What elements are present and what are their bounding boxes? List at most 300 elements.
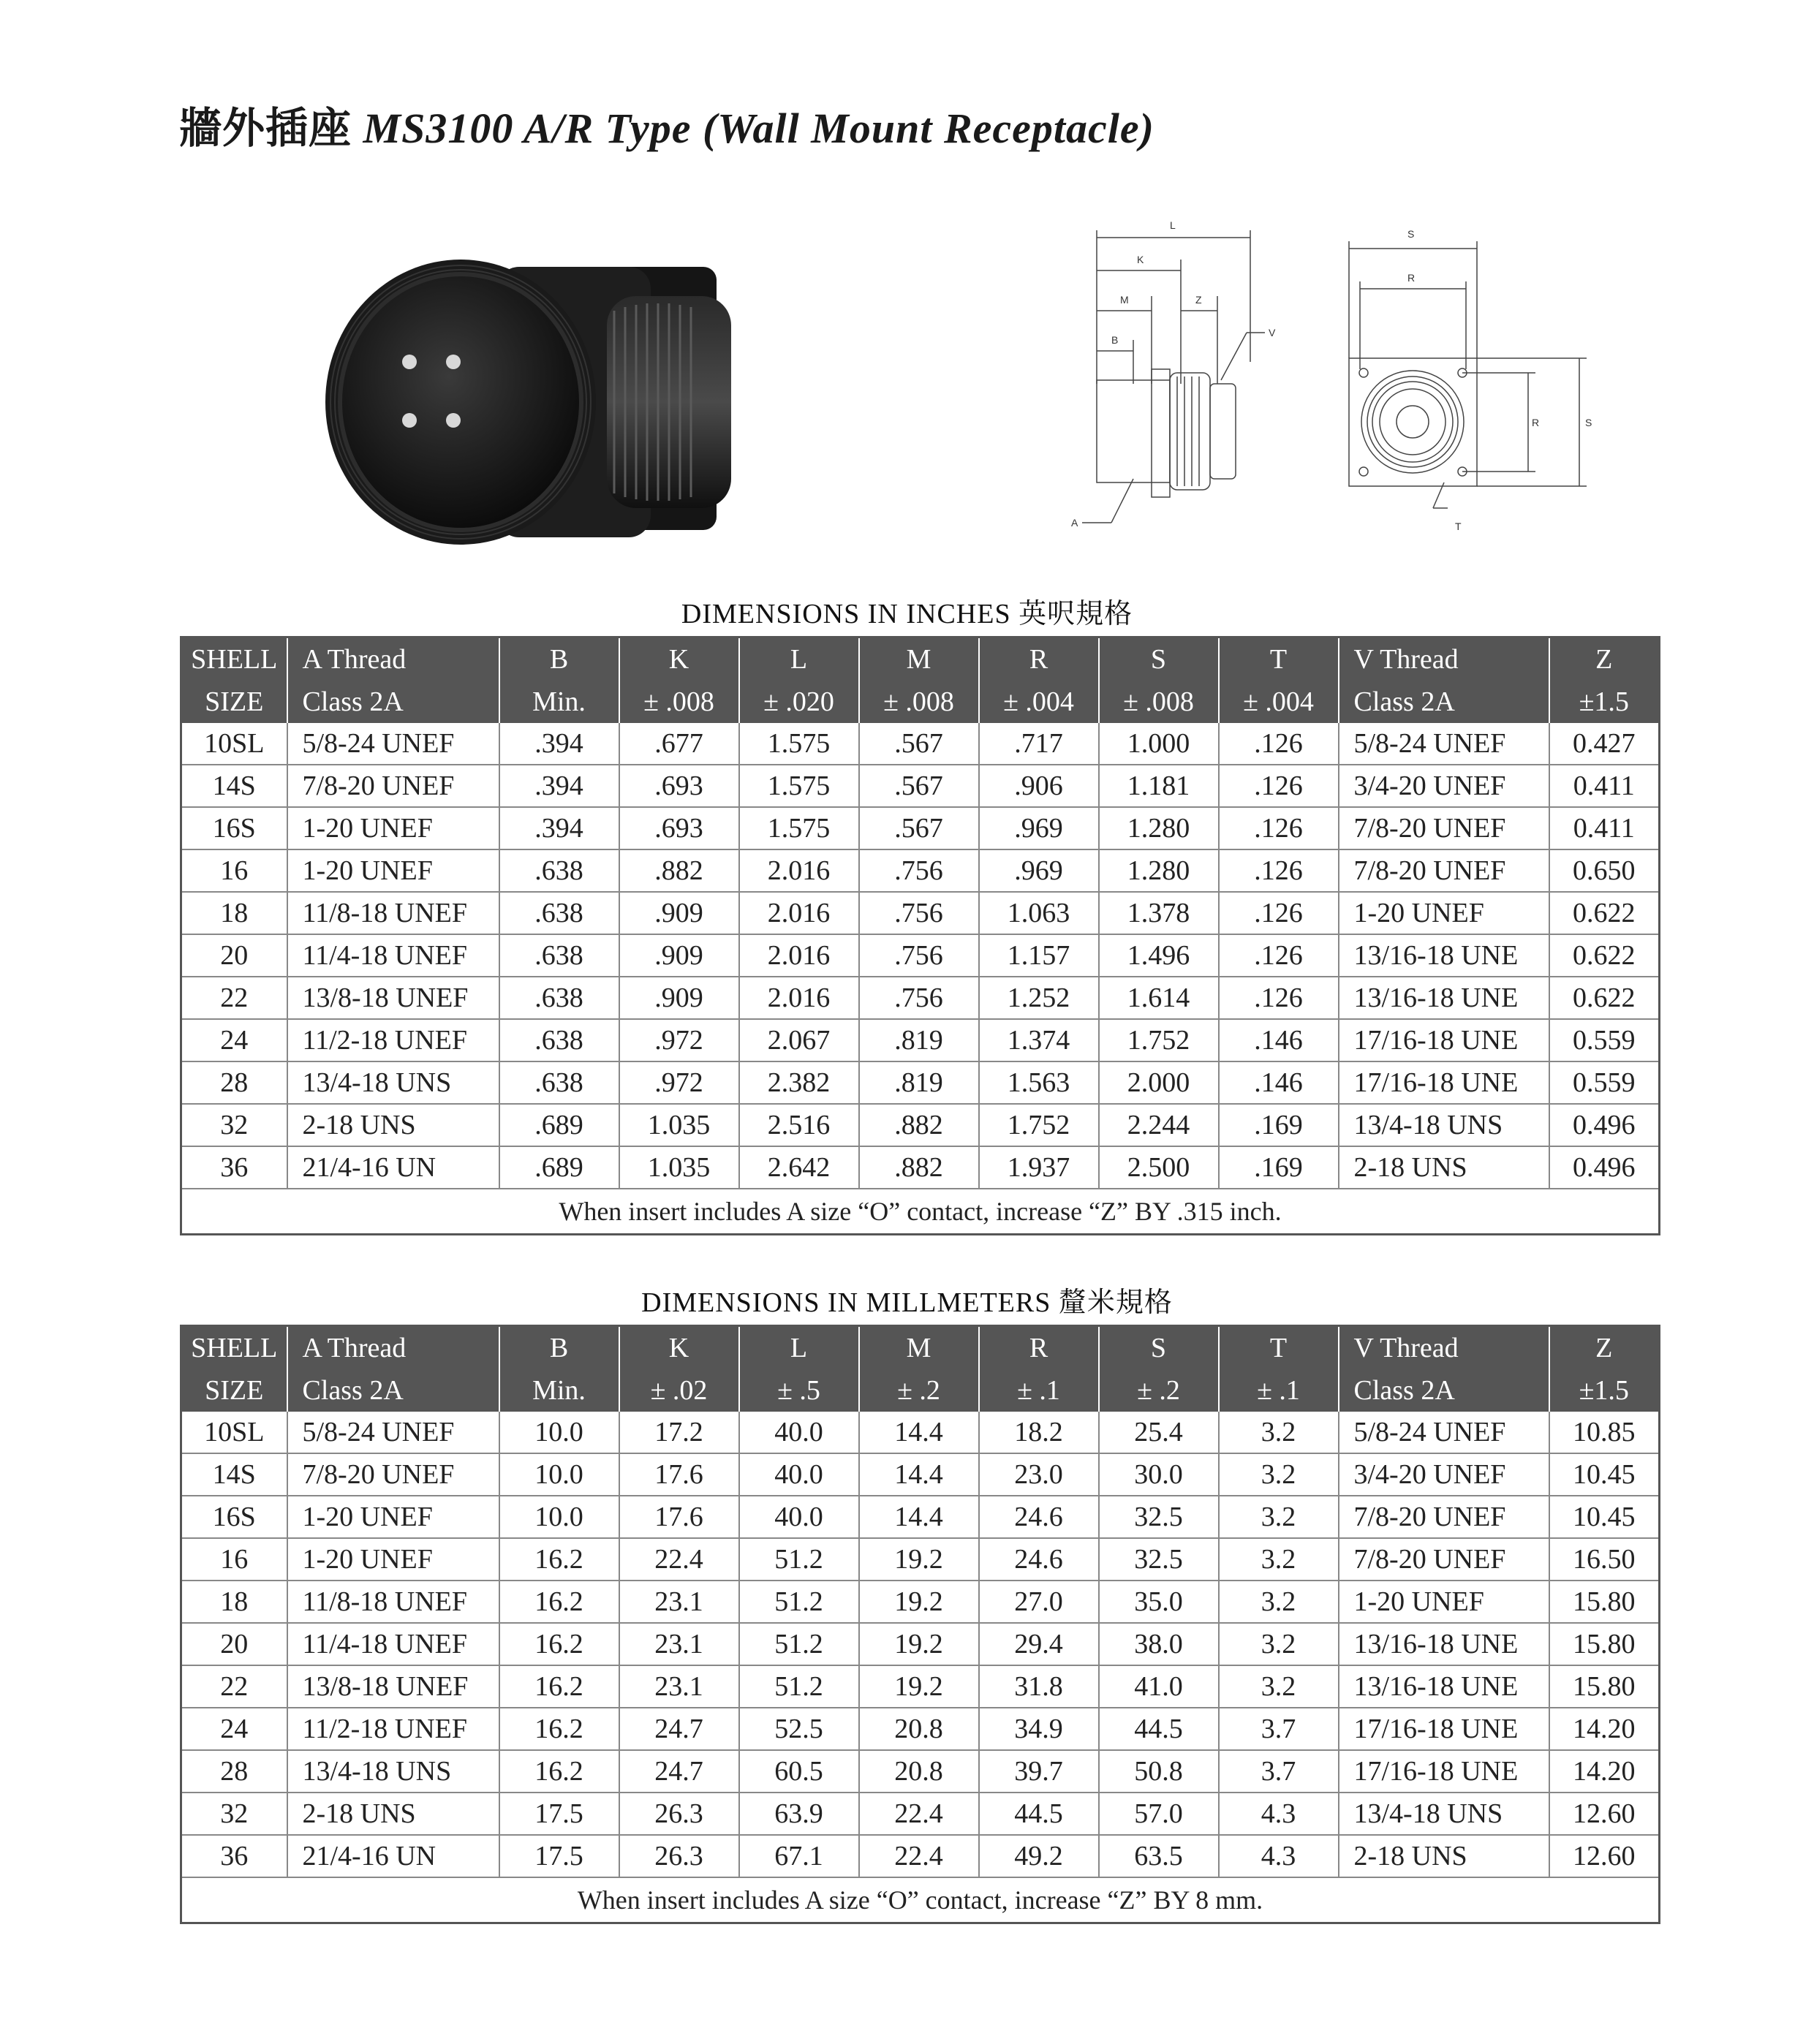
table-row	[181, 849, 1660, 892]
cell-shell-size: 28	[181, 1750, 287, 1793]
cell-s: 30.0	[1099, 1453, 1219, 1496]
cell-shell-size: 22	[181, 977, 287, 1019]
cell-r: 1.752	[979, 1104, 1099, 1146]
cell-b: 17.5	[499, 1835, 619, 1877]
col-header-v-thread: V Thread	[1339, 1326, 1549, 1370]
cell-shell-size: 14S	[181, 1453, 287, 1496]
cell-v-thread: 3/4-20 UNEF	[1339, 765, 1549, 807]
cell-b: 16.2	[499, 1581, 619, 1623]
cell-m: 14.4	[859, 1412, 979, 1453]
cell-a-thread: 7/8-20 UNEF	[287, 765, 499, 807]
col-subheader-r: ± .1	[979, 1369, 1099, 1412]
cell-a-thread: 11/8-18 UNEF	[287, 1581, 499, 1623]
table-row	[181, 1793, 1660, 1835]
table-row	[181, 934, 1660, 977]
cell-a-thread: 21/4-16 UN	[287, 1146, 499, 1189]
cell-r: 24.6	[979, 1496, 1099, 1538]
cell-l: 1.575	[739, 723, 859, 765]
cell-v-thread: 13/16-18 UNE	[1339, 934, 1549, 977]
cell-b: .638	[499, 934, 619, 977]
page-title	[179, 94, 1154, 155]
table-row	[181, 1104, 1660, 1146]
table-row	[181, 892, 1660, 934]
cell-a-thread: 13/4-18 UNS	[287, 1061, 499, 1104]
cell-z: 0.411	[1549, 807, 1660, 849]
cell-v-thread: 2-18 UNS	[1339, 1835, 1549, 1877]
cell-k: 26.3	[619, 1793, 739, 1835]
table-row	[181, 1538, 1660, 1581]
cell-a-thread: 11/2-18 UNEF	[287, 1019, 499, 1061]
dim-label-R-side: R	[1532, 417, 1540, 428]
cell-s: 41.0	[1099, 1665, 1219, 1708]
cell-a-thread: 1-20 UNEF	[287, 807, 499, 849]
cell-a-thread: 5/8-24 UNEF	[287, 723, 499, 765]
cell-b: 10.0	[499, 1496, 619, 1538]
table-row	[181, 977, 1660, 1019]
cell-l: 1.575	[739, 765, 859, 807]
cell-m: .567	[859, 723, 979, 765]
cell-a-thread: 11/8-18 UNEF	[287, 892, 499, 934]
cell-b: .638	[499, 892, 619, 934]
cell-v-thread: 1-20 UNEF	[1339, 1581, 1549, 1623]
cell-r: 1.063	[979, 892, 1099, 934]
cell-shell-size: 16	[181, 1538, 287, 1581]
cell-shell-size: 32	[181, 1104, 287, 1146]
cell-k: .882	[619, 849, 739, 892]
cell-v-thread: 17/16-18 UNE	[1339, 1708, 1549, 1750]
cell-s: 25.4	[1099, 1412, 1219, 1453]
cell-t: .126	[1219, 765, 1339, 807]
cell-shell-size: 16S	[181, 807, 287, 849]
cell-s: 38.0	[1099, 1623, 1219, 1665]
cell-r: .969	[979, 807, 1099, 849]
table-row	[181, 1623, 1660, 1665]
cell-a-thread: 13/8-18 UNEF	[287, 977, 499, 1019]
cell-shell-size: 36	[181, 1835, 287, 1877]
cell-b: 17.5	[499, 1793, 619, 1835]
cell-t: .126	[1219, 807, 1339, 849]
cell-l: 2.067	[739, 1019, 859, 1061]
table-row	[181, 1061, 1660, 1104]
dim-label-M: M	[1120, 294, 1129, 306]
cell-s: 1.752	[1099, 1019, 1219, 1061]
cell-l: 2.016	[739, 977, 859, 1019]
cell-b: .638	[499, 1061, 619, 1104]
cell-z: 15.80	[1549, 1581, 1660, 1623]
cell-s: 32.5	[1099, 1496, 1219, 1538]
cell-shell-size: 16S	[181, 1496, 287, 1538]
cell-z: 0.411	[1549, 765, 1660, 807]
cell-m: .756	[859, 892, 979, 934]
cell-b: .394	[499, 807, 619, 849]
connector-photo	[314, 245, 782, 552]
cell-s: 1.000	[1099, 723, 1219, 765]
cell-k: 17.2	[619, 1412, 739, 1453]
table-row	[181, 723, 1660, 765]
col-subheader-v-class: Class 2A	[1339, 1369, 1549, 1412]
cell-z: 0.427	[1549, 723, 1660, 765]
cell-r: 1.374	[979, 1019, 1099, 1061]
col-subheader-z: ±1.5	[1549, 1369, 1660, 1412]
col-header-r: R	[979, 1326, 1099, 1370]
cell-l: 51.2	[739, 1538, 859, 1581]
cell-m: 14.4	[859, 1496, 979, 1538]
millimeters-dimensions-table	[180, 1325, 1660, 1924]
cell-z: 10.45	[1549, 1453, 1660, 1496]
cell-t: .126	[1219, 723, 1339, 765]
cell-r: 18.2	[979, 1412, 1099, 1453]
cell-b: 10.0	[499, 1453, 619, 1496]
cell-k: 1.035	[619, 1146, 739, 1189]
cell-z: 10.85	[1549, 1412, 1660, 1453]
cell-r: 27.0	[979, 1581, 1099, 1623]
col-header-l: L	[739, 1326, 859, 1370]
cell-k: .693	[619, 807, 739, 849]
cell-v-thread: 13/16-18 UNE	[1339, 1623, 1549, 1665]
cell-r: .969	[979, 849, 1099, 892]
col-header-s: S	[1099, 637, 1219, 681]
cell-b: .394	[499, 723, 619, 765]
cell-z: 10.45	[1549, 1496, 1660, 1538]
table-header-row-1	[181, 1326, 1660, 1370]
cell-b: .638	[499, 849, 619, 892]
cell-t: .126	[1219, 892, 1339, 934]
col-header-a-thread: A Thread	[287, 637, 499, 681]
cell-s: 1.378	[1099, 892, 1219, 934]
cell-b: 16.2	[499, 1623, 619, 1665]
cell-v-thread: 7/8-20 UNEF	[1339, 1496, 1549, 1538]
cell-l: 63.9	[739, 1793, 859, 1835]
col-header-z: Z	[1549, 637, 1660, 681]
cell-shell-size: 28	[181, 1061, 287, 1104]
cell-m: 19.2	[859, 1623, 979, 1665]
cell-z: 0.622	[1549, 977, 1660, 1019]
cell-r: 34.9	[979, 1708, 1099, 1750]
col-header-shell: SHELL	[181, 637, 287, 681]
cell-shell-size: 10SL	[181, 723, 287, 765]
col-subheader-k: ± .02	[619, 1369, 739, 1412]
col-header-t: T	[1219, 1326, 1339, 1370]
cell-z: 14.20	[1549, 1750, 1660, 1793]
inches-table-body	[181, 723, 1660, 1189]
cell-t: 3.2	[1219, 1496, 1339, 1538]
table-row	[181, 1581, 1660, 1623]
col-subheader-m: ± .008	[859, 681, 979, 723]
cell-r: 1.937	[979, 1146, 1099, 1189]
cell-k: .972	[619, 1061, 739, 1104]
table-header-row-1	[181, 637, 1660, 681]
cell-l: 60.5	[739, 1750, 859, 1793]
cell-v-thread: 17/16-18 UNE	[1339, 1061, 1549, 1104]
cell-k: 17.6	[619, 1496, 739, 1538]
col-subheader-class: Class 2A	[287, 681, 499, 723]
cell-s: 57.0	[1099, 1793, 1219, 1835]
cell-m: 22.4	[859, 1835, 979, 1877]
col-subheader-t: ± .1	[1219, 1369, 1339, 1412]
cell-a-thread: 21/4-16 UN	[287, 1835, 499, 1877]
cell-m: .756	[859, 977, 979, 1019]
table-row	[181, 1453, 1660, 1496]
cell-t: 4.3	[1219, 1835, 1339, 1877]
cell-t: 3.2	[1219, 1665, 1339, 1708]
cell-b: 16.2	[499, 1538, 619, 1581]
cell-k: 23.1	[619, 1665, 739, 1708]
cell-b: .394	[499, 765, 619, 807]
cell-t: 3.2	[1219, 1412, 1339, 1453]
millimeters-section-title: DIMENSIONS IN MILLMETERS 釐米規格	[641, 1287, 1173, 1318]
cell-l: 2.516	[739, 1104, 859, 1146]
cell-l: 2.016	[739, 934, 859, 977]
col-header-v-thread: V Thread	[1339, 637, 1549, 681]
cell-shell-size: 24	[181, 1019, 287, 1061]
cell-b: .689	[499, 1146, 619, 1189]
cell-r: 1.157	[979, 934, 1099, 977]
cell-a-thread: 1-20 UNEF	[287, 1538, 499, 1581]
cell-shell-size: 24	[181, 1708, 287, 1750]
cell-s: 35.0	[1099, 1581, 1219, 1623]
cell-m: 22.4	[859, 1793, 979, 1835]
cell-t: .169	[1219, 1104, 1339, 1146]
cell-t: .146	[1219, 1019, 1339, 1061]
cell-a-thread: 13/8-18 UNEF	[287, 1665, 499, 1708]
cell-v-thread: 5/8-24 UNEF	[1339, 1412, 1549, 1453]
cell-shell-size: 18	[181, 892, 287, 934]
cell-t: 3.7	[1219, 1750, 1339, 1793]
dim-label-L: L	[1170, 219, 1176, 231]
cell-s: 1.280	[1099, 807, 1219, 849]
cell-l: 1.575	[739, 807, 859, 849]
cell-k: .909	[619, 892, 739, 934]
front-view-drawing	[1345, 216, 1616, 552]
cell-m: 19.2	[859, 1538, 979, 1581]
cell-z: 0.559	[1549, 1061, 1660, 1104]
col-header-z: Z	[1549, 1326, 1660, 1370]
cell-r: 1.252	[979, 977, 1099, 1019]
col-header-k: K	[619, 637, 739, 681]
cell-t: .169	[1219, 1146, 1339, 1189]
cell-k: 24.7	[619, 1708, 739, 1750]
cell-k: 1.035	[619, 1104, 739, 1146]
cell-k: 24.7	[619, 1750, 739, 1793]
col-subheader-size: SIZE	[181, 1369, 287, 1412]
table-row	[181, 1708, 1660, 1750]
col-subheader-l: ± .020	[739, 681, 859, 723]
cell-m: .882	[859, 1146, 979, 1189]
table-row	[181, 1412, 1660, 1453]
col-subheader-size: SIZE	[181, 681, 287, 723]
cell-k: .909	[619, 934, 739, 977]
cell-r: 23.0	[979, 1453, 1099, 1496]
cell-v-thread: 17/16-18 UNE	[1339, 1750, 1549, 1793]
cell-m: .567	[859, 765, 979, 807]
col-header-b: B	[499, 1326, 619, 1370]
cell-v-thread: 13/16-18 UNE	[1339, 1665, 1549, 1708]
page-title-chinese: 牆外插座	[179, 105, 352, 152]
cell-l: 40.0	[739, 1412, 859, 1453]
cell-r: 31.8	[979, 1665, 1099, 1708]
cell-shell-size: 18	[181, 1581, 287, 1623]
dim-label-S-side: S	[1585, 417, 1592, 428]
dim-label-S: S	[1407, 228, 1415, 240]
cell-r: .717	[979, 723, 1099, 765]
cell-r: 39.7	[979, 1750, 1099, 1793]
table-row	[181, 1019, 1660, 1061]
col-header-m: M	[859, 1326, 979, 1370]
cell-m: .819	[859, 1061, 979, 1104]
col-subheader-l: ± .5	[739, 1369, 859, 1412]
cell-z: 15.80	[1549, 1665, 1660, 1708]
cell-l: 2.016	[739, 849, 859, 892]
col-header-t: T	[1219, 637, 1339, 681]
cell-a-thread: 2-18 UNS	[287, 1104, 499, 1146]
millimeters-table-body	[181, 1412, 1660, 1877]
cell-r: .906	[979, 765, 1099, 807]
cell-l: 51.2	[739, 1581, 859, 1623]
cell-l: 40.0	[739, 1496, 859, 1538]
col-subheader-b: Min.	[499, 1369, 619, 1412]
cell-z: 0.650	[1549, 849, 1660, 892]
cell-a-thread: 2-18 UNS	[287, 1793, 499, 1835]
dim-label-A: A	[1071, 517, 1078, 529]
cell-l: 2.382	[739, 1061, 859, 1104]
side-view-drawing	[1053, 216, 1331, 552]
table-row	[181, 1665, 1660, 1708]
dim-label-B: B	[1111, 334, 1119, 346]
inches-table-note: When insert includes A size “O” contact, increase “Z” BY .315 inch.	[181, 1189, 1660, 1235]
cell-t: 3.2	[1219, 1453, 1339, 1496]
col-header-s: S	[1099, 1326, 1219, 1370]
cell-a-thread: 5/8-24 UNEF	[287, 1412, 499, 1453]
cell-z: 0.496	[1549, 1104, 1660, 1146]
cell-a-thread: 13/4-18 UNS	[287, 1750, 499, 1793]
table-row	[181, 1750, 1660, 1793]
cell-v-thread: 1-20 UNEF	[1339, 892, 1549, 934]
cell-t: .146	[1219, 1061, 1339, 1104]
cell-z: 0.496	[1549, 1146, 1660, 1189]
cell-k: 23.1	[619, 1581, 739, 1623]
cell-k: .693	[619, 765, 739, 807]
table-row	[181, 807, 1660, 849]
cell-t: 4.3	[1219, 1793, 1339, 1835]
cell-b: 10.0	[499, 1412, 619, 1453]
cell-b: 16.2	[499, 1750, 619, 1793]
cell-b: 16.2	[499, 1708, 619, 1750]
cell-m: 20.8	[859, 1750, 979, 1793]
cell-a-thread: 1-20 UNEF	[287, 1496, 499, 1538]
col-subheader-z: ±1.5	[1549, 681, 1660, 723]
cell-shell-size: 20	[181, 934, 287, 977]
cell-l: 67.1	[739, 1835, 859, 1877]
col-subheader-v-class: Class 2A	[1339, 681, 1549, 723]
cell-v-thread: 13/16-18 UNE	[1339, 977, 1549, 1019]
cell-z: 0.559	[1549, 1019, 1660, 1061]
cell-l: 40.0	[739, 1453, 859, 1496]
cell-m: .756	[859, 849, 979, 892]
cell-l: 2.642	[739, 1146, 859, 1189]
table-row	[181, 1835, 1660, 1877]
cell-k: .677	[619, 723, 739, 765]
dim-label-K: K	[1137, 254, 1144, 265]
cell-v-thread: 13/4-18 UNS	[1339, 1104, 1549, 1146]
cell-shell-size: 20	[181, 1623, 287, 1665]
cell-z: 0.622	[1549, 892, 1660, 934]
cell-r: 29.4	[979, 1623, 1099, 1665]
cell-k: 23.1	[619, 1623, 739, 1665]
cell-s: 63.5	[1099, 1835, 1219, 1877]
table-row	[181, 1496, 1660, 1538]
col-subheader-k: ± .008	[619, 681, 739, 723]
cell-shell-size: 10SL	[181, 1412, 287, 1453]
col-subheader-m: ± .2	[859, 1369, 979, 1412]
table-row	[181, 1146, 1660, 1189]
cell-b: .638	[499, 1019, 619, 1061]
cell-m: 19.2	[859, 1581, 979, 1623]
col-header-l: L	[739, 637, 859, 681]
col-subheader-b: Min.	[499, 681, 619, 723]
dim-label-V: V	[1269, 327, 1276, 338]
cell-v-thread: 7/8-20 UNEF	[1339, 807, 1549, 849]
cell-r: 44.5	[979, 1793, 1099, 1835]
cell-s: 32.5	[1099, 1538, 1219, 1581]
cell-a-thread: 11/4-18 UNEF	[287, 1623, 499, 1665]
cell-v-thread: 2-18 UNS	[1339, 1146, 1549, 1189]
cell-t: 3.2	[1219, 1623, 1339, 1665]
inches-dimensions-table	[180, 636, 1660, 1235]
cell-k: 22.4	[619, 1538, 739, 1581]
cell-shell-size: 16	[181, 849, 287, 892]
cell-z: 16.50	[1549, 1538, 1660, 1581]
col-header-a-thread: A Thread	[287, 1326, 499, 1370]
cell-l: 2.016	[739, 892, 859, 934]
inches-section-title: DIMENSIONS IN INCHES 英呎規格	[681, 599, 1133, 629]
page-title-english: MS3100 A/R Type (Wall Mount Receptacle)	[363, 105, 1154, 152]
cell-k: 26.3	[619, 1835, 739, 1877]
cell-s: 44.5	[1099, 1708, 1219, 1750]
cell-z: 12.60	[1549, 1835, 1660, 1877]
col-header-r: R	[979, 637, 1099, 681]
cell-r: 1.563	[979, 1061, 1099, 1104]
cell-t: .126	[1219, 977, 1339, 1019]
cell-m: 20.8	[859, 1708, 979, 1750]
cell-v-thread: 5/8-24 UNEF	[1339, 723, 1549, 765]
cell-t: .126	[1219, 934, 1339, 977]
cell-s: 1.614	[1099, 977, 1219, 1019]
dim-label-T: T	[1455, 521, 1462, 532]
col-header-m: M	[859, 637, 979, 681]
cell-b: 16.2	[499, 1665, 619, 1708]
cell-a-thread: 7/8-20 UNEF	[287, 1453, 499, 1496]
cell-k: .972	[619, 1019, 739, 1061]
cell-a-thread: 11/2-18 UNEF	[287, 1708, 499, 1750]
cell-l: 51.2	[739, 1623, 859, 1665]
cell-m: .567	[859, 807, 979, 849]
cell-t: 3.7	[1219, 1708, 1339, 1750]
table-header-row-2	[181, 681, 1660, 723]
cell-m: .819	[859, 1019, 979, 1061]
cell-k: .909	[619, 977, 739, 1019]
cell-a-thread: 11/4-18 UNEF	[287, 934, 499, 977]
cell-v-thread: 13/4-18 UNS	[1339, 1793, 1549, 1835]
dim-label-R: R	[1407, 272, 1416, 284]
cell-s: 50.8	[1099, 1750, 1219, 1793]
cell-shell-size: 32	[181, 1793, 287, 1835]
millimeters-table-note: When insert includes A size “O” contact, increase “Z” BY 8 mm.	[181, 1877, 1660, 1923]
cell-shell-size: 36	[181, 1146, 287, 1189]
cell-s: 2.000	[1099, 1061, 1219, 1104]
cell-v-thread: 3/4-20 UNEF	[1339, 1453, 1549, 1496]
cell-b: .689	[499, 1104, 619, 1146]
cell-v-thread: 7/8-20 UNEF	[1339, 1538, 1549, 1581]
